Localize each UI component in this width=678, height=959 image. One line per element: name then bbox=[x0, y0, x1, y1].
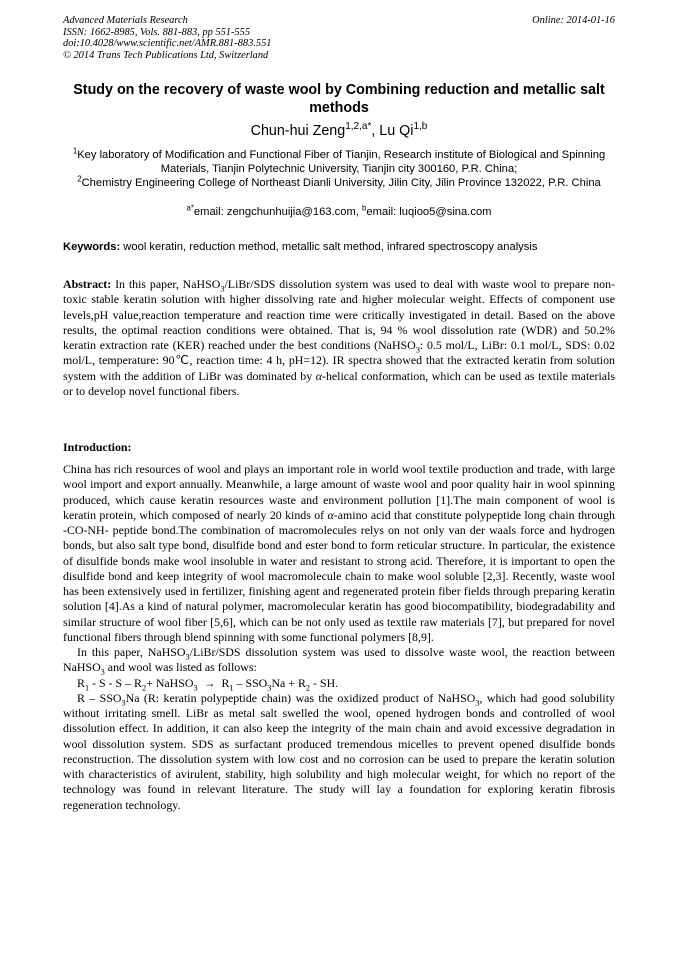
author-separator: , bbox=[371, 123, 380, 139]
subscript: 3 bbox=[121, 698, 126, 708]
reaction-equation bbox=[63, 676, 615, 691]
intro-paragraph-2 bbox=[63, 645, 615, 676]
affiliation-1 bbox=[63, 148, 615, 176]
body-text: In this paper, NaHSO bbox=[77, 645, 186, 659]
author-name: Chun-hui Zeng bbox=[250, 123, 346, 139]
equation-text: + NaHSO bbox=[146, 675, 194, 690]
email-b: email: luqioo5@sina.com bbox=[366, 206, 492, 218]
subscript: 3 bbox=[475, 698, 480, 708]
keywords-line bbox=[63, 240, 615, 254]
email-a: email: zengchunhuijia@163.com, bbox=[193, 206, 362, 218]
abstract-text: : 0.5 mol/L, LiBr: 0.1 mol/L, SDS: 0.02 mol/L, temperature: 90℃, reaction time: 4 h, pH=12). IR spectra showed that the extracted keratin from solution system with the addition of LiBr was dominated by bbox=[63, 338, 615, 383]
body-text: and wool was listed as follows: bbox=[104, 660, 257, 675]
introduction-heading: Introduction: bbox=[63, 440, 132, 454]
subscript: 2 bbox=[141, 682, 147, 692]
keywords-text: wool keratin, reduction method, metallic salt method, infrared spectroscopy analysis bbox=[120, 241, 538, 253]
author-list bbox=[63, 122, 615, 140]
equation-text: - S - S – R bbox=[89, 675, 142, 690]
subscript: 1 bbox=[84, 682, 90, 692]
body-text: , which had good solubility without irritating smell. LiBr as metal salt swelled the wool, opened hydrogen bonds and controlled of wool dissolution effect. In addition, it can also keep the integrity of the main chain and avoid excessive degradation in wool dissolution system. SDS as surfactant produced tremendous micelles to prevent opened disulfide bonds reconstruction. The dissolution system with low cost and no corrosion can be used to prepare the keratin solution with characteristics of avirulent, stability, high solubility and high molecular weight, for which no report of the technology was found in relevant literature. The study will lay a foundation for exploring keratin fibrosis regeneration technology. bbox=[63, 690, 615, 812]
introduction-body bbox=[63, 462, 615, 813]
intro-paragraph-1 bbox=[63, 462, 615, 645]
journal-name: Advanced Materials Research bbox=[63, 15, 188, 26]
affil-number: 2 bbox=[77, 174, 82, 184]
affil-number: 1 bbox=[72, 146, 78, 156]
doi-line: doi:10.4028/www.scientific.net/AMR.881-883.551 bbox=[63, 38, 272, 49]
keywords-label: Keywords: bbox=[63, 241, 121, 253]
online-date: Online: 2014-01-16 bbox=[532, 15, 615, 26]
affiliations bbox=[63, 148, 615, 191]
body-text: -amino acid that constitute polypeptide long chain through -CO-NH- peptide bond.The combination of macromolecules relys on not only van der waals force and hydrogen bonds, but also salt type bond, disulfide bond and ester bond to form reticular structure. In particular, the existence of disulfide bonds make wool insoluble in water and resistant to strong acid. Therefore, it is important to open the disulfide bond and keep integrity of wool macromolecule chain to make wool soluble [2,3]. Recently, waste wool has been extensively used in fertilizer, finishing agent and regenerated protein fiber fields through preparing keratin solution [4].As a kind of natural polymer, macromolecular keratin has good biocompatibility, biodegradability and similar structure of wool fiber [5,6], which can be not only used as textile raw materials [7], but prepared for novel functional fibers through blend spinning with some functional polymers [8,9]. bbox=[63, 507, 615, 644]
equation-text: - SH. bbox=[310, 675, 339, 690]
equation-text: R bbox=[221, 675, 230, 690]
author-name: Lu Qi bbox=[379, 123, 414, 139]
body-text: Na (R: keratin polypeptide chain) was the oxidized product of NaHSO bbox=[125, 690, 476, 705]
subscript: 3 bbox=[100, 667, 105, 677]
author-emails bbox=[63, 205, 615, 219]
reaction-arrow-icon: → bbox=[203, 675, 216, 690]
subscript: 3 bbox=[185, 652, 190, 662]
subscript: 3 bbox=[193, 682, 198, 692]
equation-text: – SSO bbox=[233, 675, 268, 690]
equation-text: Na + R bbox=[271, 675, 306, 690]
email-mark: b bbox=[361, 203, 367, 213]
journal-header bbox=[63, 15, 483, 61]
affil-text: Chemistry Engineering College of Northeast Dianli University, Jilin City, Jilin Province 132022, P.R. China bbox=[81, 177, 601, 190]
abstract-text: In this paper, NaHSO bbox=[111, 277, 221, 291]
abstract-text: /LiBr/SDS dissolution system was used to deal with waste wool to prepare non-toxic stable keratin solution with higher dissolving rate and higher molecular weight. Effects of component use levels,pH value,reaction temperature and reaction time were critically investigated in detail. Based on the above results, the optimal reaction conditions were obtained. That is, 94 % wool dissolution rate (WDR) and 50.2% keratin extraction rate (KER) reached under the best conditions (NaHSO bbox=[63, 277, 615, 352]
subscript: 3 bbox=[220, 284, 225, 294]
subscript: 3 bbox=[415, 345, 420, 355]
subscript: 2 bbox=[305, 682, 311, 692]
body-text: R – SSO bbox=[77, 690, 122, 705]
abstract-label: Abstract: bbox=[63, 277, 112, 291]
author-affil-mark: 1,b bbox=[413, 121, 428, 133]
author-affil-mark: 1,2,a* bbox=[345, 121, 372, 133]
abstract-paragraph bbox=[63, 277, 615, 399]
alpha-symbol: α bbox=[327, 507, 334, 522]
paper-title: Study on the recovery of waste wool by Combining reduction and metallic salt methods bbox=[73, 82, 605, 116]
subscript: 1 bbox=[229, 682, 234, 692]
abstract-text: -helical conformation, which can be used as textile materials or to develop novel functional fibers. bbox=[63, 368, 615, 398]
affiliation-2 bbox=[63, 176, 615, 190]
copyright-line: © 2014 Trans Tech Publications Ltd, Switzerland bbox=[63, 49, 269, 61]
alpha-symbol: α bbox=[315, 368, 322, 383]
equation-text: R bbox=[77, 675, 85, 690]
body-text: /LiBr/SDS dissolution system was used to dissolve waste wool, the reaction between NaHSO bbox=[63, 645, 615, 675]
email-mark: a* bbox=[186, 203, 194, 213]
intro-paragraph-3 bbox=[63, 691, 615, 813]
affil-text: Key laboratory of Modification and Functional Fiber of Tianjin, Research institute of Biological and Spinning Materials, Tianjin Polytechnic University, Tianjin city 300160, P.R. China; bbox=[77, 149, 606, 176]
issn-line: ISSN: 1662-8985, Vols. 881-883, pp 551-555 bbox=[63, 26, 251, 38]
subscript: 3 bbox=[267, 682, 272, 692]
body-text: China has rich resources of wool and plays an important role in world wool textile production and trade, with large wool import and export annually. Meanwhile, a large amount of waste wool and poor quality hair in wool spinning produced, which cause keratin resources waste and environment pollution [1].The main component of wool is keratin protein, which composed of nearly 20 kinds of bbox=[63, 462, 615, 522]
